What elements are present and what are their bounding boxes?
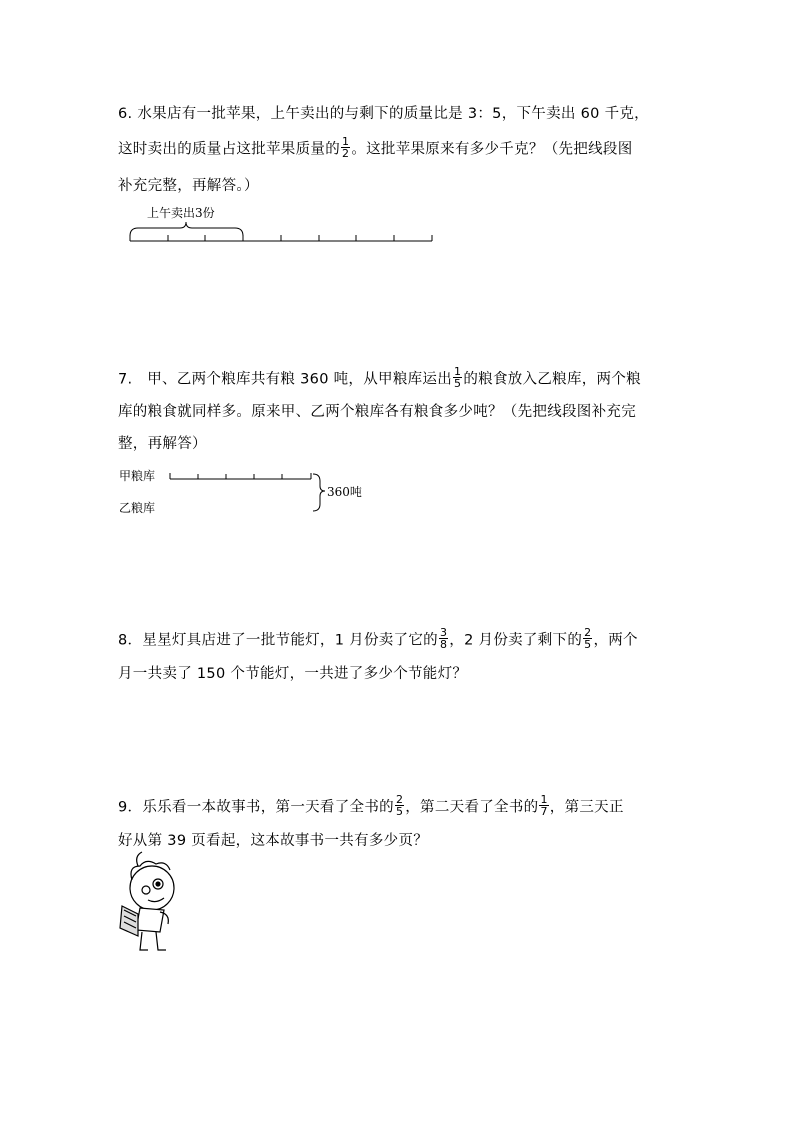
q7-line-2: 库的粮食就同样多。原来甲、乙两个粮库各有粮食多少吨？（先把线段图补充完 (118, 404, 636, 420)
q6-line-1: 6. 水果店有一批苹果，上午卖出的与剩下的质量比是 3：5，下午卖出 60 千克， (118, 106, 649, 122)
q8-text-a: 8．星星灯具店进了一批节能灯，1 月份卖了它的 (118, 632, 438, 649)
q6-brace (130, 222, 243, 236)
q7-total-label: 360吨 (327, 485, 362, 499)
fraction-denominator: 5 (454, 377, 462, 390)
q9-line-2: 好从第 39 页看起，这本故事书一共有多少页？ (118, 833, 429, 849)
fraction-numerator: 2 (584, 626, 592, 639)
q9-text-c: ，第三天正 (549, 799, 624, 816)
q7-fraction (453, 366, 462, 389)
q7-text-b: 的粮食放入乙粮库，两个粮 (463, 371, 641, 388)
q7-line-1 (118, 365, 641, 391)
q7-line-3: 整，再解答） (118, 436, 207, 452)
fraction-denominator: 5 (395, 805, 404, 818)
q9-line-1 (118, 793, 624, 819)
q8-line-1 (118, 626, 638, 652)
q8-fraction-1 (439, 627, 448, 650)
q6-line-3: 补充完整，再解答。） (118, 178, 259, 194)
q6-diagram-label: 上午卖出3份 (147, 206, 215, 220)
q7-text-a: 7. 甲、乙两个粮库共有粮 360 吨，从甲粮库运出 (118, 371, 453, 388)
fraction-numerator: 2 (395, 793, 404, 806)
fraction-numerator: 3 (439, 626, 448, 639)
fraction-denominator: 7 (540, 805, 548, 818)
q7-brace (313, 474, 325, 511)
q9-text-a: 9．乐乐看一本故事书，第一天看了全书的 (118, 799, 394, 816)
q8-text-b: ，2 月份卖了剩下的 (449, 632, 583, 649)
q9-text-b: ，第二天看了全书的 (405, 799, 539, 816)
fraction-denominator: 8 (439, 638, 448, 651)
q6-text-b: 。这批苹果原来有多少千克？（先把线段图 (351, 141, 633, 158)
q6-segment-diagram (130, 222, 432, 241)
q8-text-c: ，两个 (593, 632, 638, 649)
fraction-numerator: 1 (454, 365, 462, 378)
q9-fraction-1 (395, 794, 404, 817)
q7-label-jia: 甲粮库 (119, 469, 156, 483)
fraction-numerator: 1 (540, 793, 548, 806)
q8-line-2: 月一共卖了 150 个节能灯，一共进了多少个节能灯？ (118, 666, 468, 682)
q7-label-yi: 乙粮库 (119, 501, 156, 515)
q8-fraction-2 (583, 627, 592, 650)
fraction-denominator: 5 (584, 638, 592, 651)
q7-segment-diagram (170, 473, 325, 511)
fraction-numerator: 1 (342, 135, 350, 148)
q9-fraction-2 (539, 794, 548, 817)
fraction-denominator: 2 (342, 147, 350, 160)
q6-text-a: 这时卖出的质量占这批苹果质量的 (118, 141, 340, 158)
boy-reading-illustration (120, 852, 174, 950)
